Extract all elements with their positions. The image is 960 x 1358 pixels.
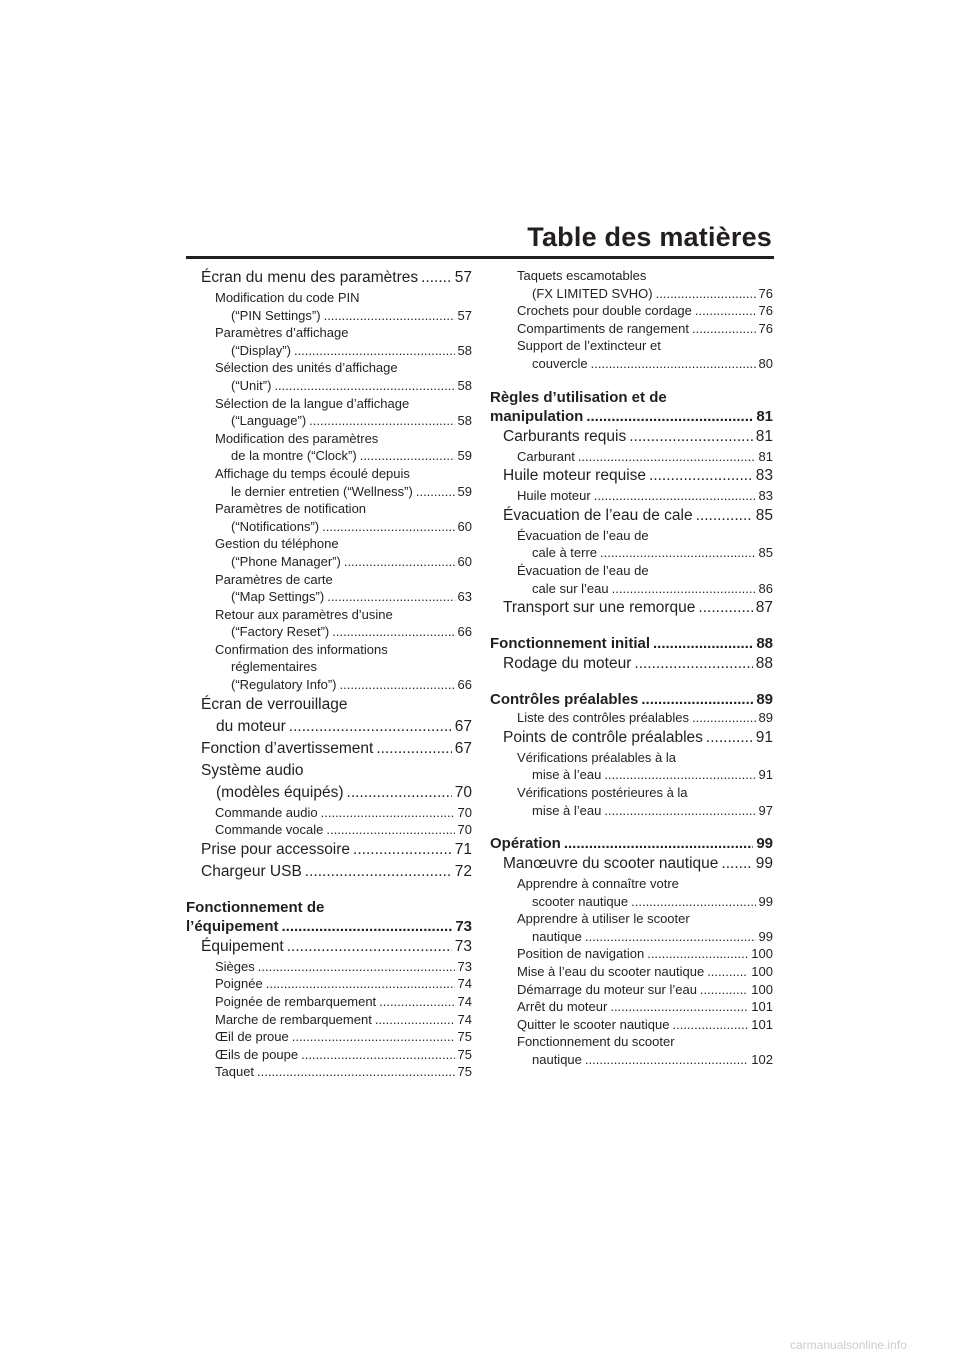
- toc-entry[interactable]: Poignée ..... 74: [186, 975, 472, 993]
- toc-entry[interactable]: (FX LIMITED SVHO) ..... 76: [490, 285, 773, 303]
- toc-entry-line[interactable]: Paramètres de notification: [215, 501, 367, 517]
- toc-entry[interactable]: (“PIN Settings”) ..... 57: [186, 307, 472, 325]
- toc-entry[interactable]: Sièges ..... 73: [186, 958, 472, 976]
- toc-section-heading[interactable]: Contrôles préalables ..... 89: [490, 690, 773, 709]
- toc-entry[interactable]: Carburant ..... 81: [490, 448, 773, 466]
- toc-entry-line[interactable]: Système audio: [201, 761, 304, 779]
- toc-entry[interactable]: (“Language”) ..... 58: [186, 412, 472, 430]
- toc-entry[interactable]: Œils de poupe ..... 75: [186, 1046, 472, 1064]
- toc-entry[interactable]: (“Unit”) ..... 58: [186, 377, 472, 395]
- toc-left-column: [186, 267, 472, 1081]
- toc-entry[interactable]: mise à l’eau ..... 97: [490, 802, 773, 820]
- toc-entry[interactable]: Position de navigation ..... 100: [490, 945, 773, 963]
- toc-entry[interactable]: le dernier entretien (“Wellness”) ..... 59: [186, 483, 472, 501]
- toc-entry[interactable]: (modèles équipés) ..... 70: [186, 782, 472, 804]
- toc-entry[interactable]: Points de contrôle préalables ..... 91: [490, 727, 773, 749]
- toc-entry[interactable]: (“Phone Manager”) ..... 60: [186, 553, 472, 571]
- toc-entry[interactable]: nautique ..... 102: [490, 1051, 773, 1069]
- toc-entry[interactable]: couvercle ..... 80: [490, 355, 773, 373]
- toc-entry[interactable]: Poignée de rembarquement ..... 74: [186, 993, 472, 1011]
- toc-entry[interactable]: Évacuation de l’eau de cale ..... 85: [490, 505, 773, 527]
- toc-entry-line[interactable]: Affichage du temps écoulé depuis: [215, 465, 410, 481]
- toc-entry-line[interactable]: Support de l’extincteur et: [517, 338, 661, 354]
- toc-section-heading[interactable]: Fonctionnement initial ..... 88: [490, 634, 773, 653]
- toc-entry[interactable]: cale sur l’eau ..... 86: [490, 580, 773, 598]
- toc-entry[interactable]: Écran du menu des paramètres ..... 57: [186, 267, 472, 289]
- toc-entry[interactable]: (“Notifications”) ..... 60: [186, 518, 472, 536]
- toc-section-heading[interactable]: Fonctionnement de: [186, 898, 325, 916]
- toc-section-heading[interactable]: manipulation ..... 81: [490, 407, 773, 426]
- toc-entry[interactable]: Prise pour accessoire ..... 71: [186, 839, 472, 861]
- toc-entry[interactable]: (“Factory Reset”) ..... 66: [186, 623, 472, 641]
- toc-entry-line[interactable]: Retour aux paramètres d’usine: [215, 606, 393, 622]
- toc-entry-line[interactable]: Fonctionnement du scooter: [517, 1034, 675, 1050]
- toc-entry[interactable]: Fonction d’avertissement ..... 67: [186, 738, 472, 760]
- toc-entry[interactable]: Liste des contrôles préalables ..... 89: [490, 709, 773, 727]
- toc-entry[interactable]: Arrêt du moteur ..... 101: [490, 998, 773, 1016]
- toc-entry[interactable]: Chargeur USB ..... 72: [186, 861, 472, 883]
- toc-entry[interactable]: de la montre (“Clock”) ..... 59: [186, 447, 472, 465]
- toc-entry[interactable]: Carburants requis ..... 81: [490, 426, 773, 448]
- toc-entry[interactable]: nautique ..... 99: [490, 928, 773, 946]
- toc-entry-line[interactable]: Taquets escamotables: [517, 268, 647, 283]
- toc-entry[interactable]: Démarrage du moteur sur l’eau ..... 100: [490, 981, 773, 999]
- toc-entry[interactable]: (“Regulatory Info”) ..... 66: [186, 676, 472, 694]
- toc-entry[interactable]: (“Display”) ..... 58: [186, 342, 472, 360]
- toc-entry[interactable]: (“Map Settings”) ..... 63: [186, 588, 472, 606]
- toc-entry[interactable]: Huile moteur ..... 83: [490, 487, 773, 505]
- toc-entry[interactable]: Taquet ..... 75: [186, 1063, 472, 1081]
- toc-entry-line[interactable]: Modification du code PIN: [215, 290, 360, 305]
- toc-entry-line[interactable]: Apprendre à connaître votre: [517, 876, 679, 892]
- toc-entry-line[interactable]: Apprendre à utiliser le scooter: [517, 911, 690, 927]
- toc-entry[interactable]: Crochets pour double cordage ..... 76: [490, 302, 773, 320]
- toc-entry-line[interactable]: Gestion du téléphone: [215, 536, 339, 552]
- page-title: Table des matières: [527, 222, 772, 252]
- toc-entry[interactable]: cale à terre ..... 85: [490, 544, 773, 562]
- toc-section-heading[interactable]: Opération ..... 99: [490, 834, 773, 853]
- toc-entry-line[interactable]: Paramètres de carte: [215, 571, 333, 587]
- toc-entry[interactable]: Commande vocale ..... 70: [186, 821, 472, 839]
- toc-entry[interactable]: mise à l’eau ..... 91: [490, 766, 773, 784]
- toc-entry-line[interactable]: Sélection des unités d’affichage: [215, 360, 398, 376]
- toc-entry-line[interactable]: Vérifications préalables à la: [517, 749, 676, 765]
- toc-entry-line[interactable]: réglementaires: [231, 659, 317, 675]
- toc-entry-line[interactable]: Sélection de la langue d’affichage: [215, 395, 410, 411]
- toc-entry[interactable]: Manœuvre du scooter nautique ..... 99: [490, 853, 773, 875]
- toc-entry[interactable]: Œil de proue ..... 75: [186, 1028, 472, 1046]
- toc-entry[interactable]: Rodage du moteur ..... 88: [490, 653, 773, 675]
- toc-entry-line[interactable]: Modification des paramètres: [215, 430, 379, 446]
- toc-entry-line[interactable]: Paramètres d’affichage: [215, 325, 349, 341]
- toc-entry-line[interactable]: Évacuation de l’eau de: [517, 562, 649, 578]
- toc-entry[interactable]: du moteur ..... 67: [186, 716, 472, 738]
- toc-entry[interactable]: Transport sur une remorque ..... 87: [490, 597, 773, 619]
- toc-entry-line[interactable]: Vérifications postérieures à la: [517, 784, 688, 800]
- title-rule: [186, 256, 774, 259]
- toc-entry-line[interactable]: Évacuation de l’eau de: [517, 527, 649, 543]
- toc-right-column: [490, 267, 773, 1069]
- toc-entry-line[interactable]: Écran de verrouillage: [201, 695, 348, 713]
- toc-section-heading[interactable]: Règles d’utilisation et de: [490, 388, 667, 406]
- toc-entry[interactable]: Compartiments de rangement ..... 76: [490, 320, 773, 338]
- toc-section-heading[interactable]: l’équipement ..... 73: [186, 917, 472, 936]
- toc-entry[interactable]: scooter nautique ..... 99: [490, 893, 773, 911]
- toc-entry[interactable]: Mise à l’eau du scooter nautique ..... 100: [490, 963, 773, 981]
- toc-entry-line[interactable]: Confirmation des informations: [215, 641, 388, 657]
- toc-entry[interactable]: Marche de rembarquement ..... 74: [186, 1011, 472, 1029]
- watermark: carmanualsonline.info: [790, 1338, 907, 1352]
- toc-entry[interactable]: Huile moteur requise ..... 83: [490, 465, 773, 487]
- toc-entry[interactable]: Équipement ..... 73: [186, 936, 472, 958]
- toc-entry[interactable]: Commande audio ..... 70: [186, 804, 472, 822]
- toc-entry[interactable]: Quitter le scooter nautique ..... 101: [490, 1016, 773, 1034]
